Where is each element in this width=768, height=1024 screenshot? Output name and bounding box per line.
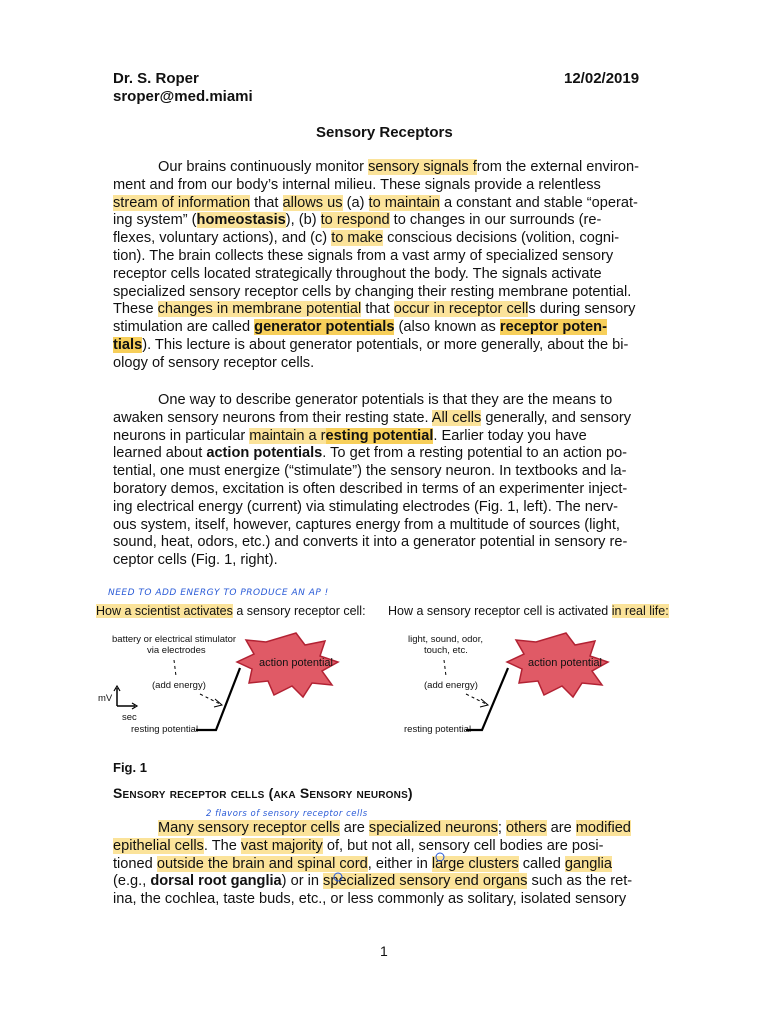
author-name: Dr. S. Roper (113, 70, 199, 87)
text-line: sound, heat, odors, etc.) and converts it into a generator potential in sensory re- (113, 534, 628, 551)
highlight: allows us (282, 194, 343, 211)
text: (e.g., (113, 873, 151, 890)
handwritten-annotation: NEED TO ADD ENERGY TO PRODUCE AN AP ! (108, 588, 329, 598)
page-title: Sensory Receptors (316, 124, 453, 141)
action-potential-label-right: action potential (528, 657, 602, 669)
highlight: epithelial cells (113, 837, 204, 854)
text: ; (497, 820, 506, 836)
text-line: ceptor cells (Fig. 1, right). (113, 552, 278, 569)
page-number: 1 (380, 943, 388, 959)
text: of, but not all, sensory cell bodies are posi- (322, 837, 604, 854)
highlight: others (506, 820, 547, 836)
add-energy-label-left: (add energy) (152, 680, 206, 691)
text: a constant and stable “operat- (439, 194, 638, 211)
text: rom the external environ- (476, 159, 640, 175)
text: . The (203, 837, 241, 854)
text-line: ment and from our body’s internal milieu. These signals provide a relentless (113, 176, 601, 193)
text: called (518, 855, 565, 872)
text-line: receptor cells located strategically throughout the body. The signals activate (113, 265, 602, 282)
text: awaken sensory neurons from their resting state. (113, 409, 432, 426)
text: such as the ret- (527, 873, 633, 890)
text: (also known as (394, 319, 500, 336)
figure-number-label: Fig. 1 (113, 760, 147, 775)
highlight: specialized sensory end organs (323, 873, 528, 890)
highlight: maintain a r (249, 427, 326, 444)
text: flexes, voluntary actions), and (c) (113, 230, 332, 247)
text-line: tion). The brain collects these signals from a vast army of specialized sensory (113, 247, 614, 264)
highlight-bold: receptor poten- (499, 319, 607, 336)
text: tioned (113, 855, 157, 872)
text: to changes in our surrounds (re- (389, 212, 602, 229)
text-line: ing electrical energy (current) via stimulating electrodes (Fig. 1, left). The nerv- (113, 498, 619, 515)
highlight: occur in receptor cell (393, 301, 529, 318)
text: stimulation are called (113, 319, 255, 336)
highlight-bold: homeostasis (196, 212, 286, 229)
stimulus-label-left: battery or electrical stimulator (112, 634, 237, 645)
annotation-circle-mark (334, 873, 342, 881)
highlight: Many sensory receptor cells (158, 820, 340, 836)
highlight: to respond (320, 212, 390, 229)
text-line: One way to describe generator potentials is that they are the means to (158, 392, 613, 408)
handwritten-annotation-section: 2 flavors of sensory receptor cells (206, 809, 368, 819)
text-line: boratory demos, excitation is often described in terms of an experimenter inject- (113, 480, 628, 497)
mv-axis-label: mV (98, 693, 113, 704)
text: . To get from a resting potential to an action po- (322, 445, 628, 462)
bold-term: dorsal root ganglia (150, 873, 282, 890)
highlight: modified (575, 820, 631, 836)
text-line: specialized sensory receptor cells by changing their resting membrane potential. (113, 283, 632, 300)
text: ). This lecture is about generator potentials, or more generally, about the bi- (142, 336, 629, 353)
highlight-bold: generator potentials (254, 319, 395, 336)
text: ing system” ( (113, 212, 197, 229)
highlight: to maintain (368, 194, 440, 211)
stimulus-label-right: light, sound, odor, (408, 634, 483, 645)
text: , either in (367, 855, 432, 872)
highlight-bold: tials (113, 336, 143, 353)
highlight: to make (331, 230, 384, 247)
text: . Earlier today you have (433, 427, 587, 444)
action-potential-label-left: action potential (259, 657, 333, 669)
bold-term: action potentials (206, 445, 323, 462)
highlight-bold: esting potential (325, 427, 434, 444)
highlight: outside the brain and spinal cord (156, 855, 368, 872)
text-line: ology of sensory receptor cells. (113, 354, 315, 371)
text: conscious decisions (volition, cogni- (383, 230, 620, 247)
text: s during sensory (528, 301, 636, 318)
sec-axis-label: sec (122, 712, 137, 723)
text: learned about (113, 445, 207, 462)
section-heading: Sensory receptor cells (aka Sensory neurons) (113, 785, 413, 801)
highlight: All cells (431, 409, 482, 426)
stimulus-label-left-2: via electrodes (147, 645, 206, 656)
highlight: vast majority (240, 837, 323, 854)
document-date: 12/02/2019 (564, 70, 640, 87)
highlight: sensory signals f (368, 159, 477, 175)
text: are (546, 820, 576, 836)
text: ), (b) (285, 212, 321, 229)
text: generally, and sensory (481, 409, 632, 426)
highlight: changes in membrane potential (157, 301, 362, 318)
stimulus-label-right-2: touch, etc. (424, 645, 468, 656)
author-email: sroper@med.miami (113, 88, 253, 105)
text: neurons in particular (113, 427, 250, 444)
resting-potential-label-right: resting potential (404, 724, 472, 735)
text: Our brains continuously monitor (158, 159, 369, 175)
highlight: specialized neurons (368, 820, 498, 836)
text: that (250, 194, 283, 211)
text: that (361, 301, 394, 318)
highlight: ganglia (564, 855, 612, 872)
text-line: tential, one must energize (“stimulate”) the sensory neuron. In textbooks and la- (113, 463, 627, 480)
text: ) or in (281, 873, 324, 890)
text: These (113, 301, 158, 318)
annotation-circle-mark (436, 853, 444, 861)
resting-potential-label-left: resting potential (131, 724, 199, 735)
text: How a sensory receptor cell is activated (388, 604, 612, 618)
text-line: ina, the cochlea, taste buds, etc., or less commonly as solitary, isolated sensory (113, 891, 627, 908)
text: are (339, 820, 369, 836)
highlight: How a scientist activates (96, 604, 233, 618)
highlight: in real life: (611, 604, 669, 618)
text: a sensory receptor cell: (232, 604, 366, 618)
text-line: ous system, itself, however, captures energy from a multitude of sources (light, (113, 516, 620, 533)
highlight: stream of information (113, 194, 251, 211)
add-energy-label-right: (add energy) (424, 680, 478, 691)
text: (a) (342, 194, 369, 211)
highlight: large clusters (431, 855, 519, 872)
